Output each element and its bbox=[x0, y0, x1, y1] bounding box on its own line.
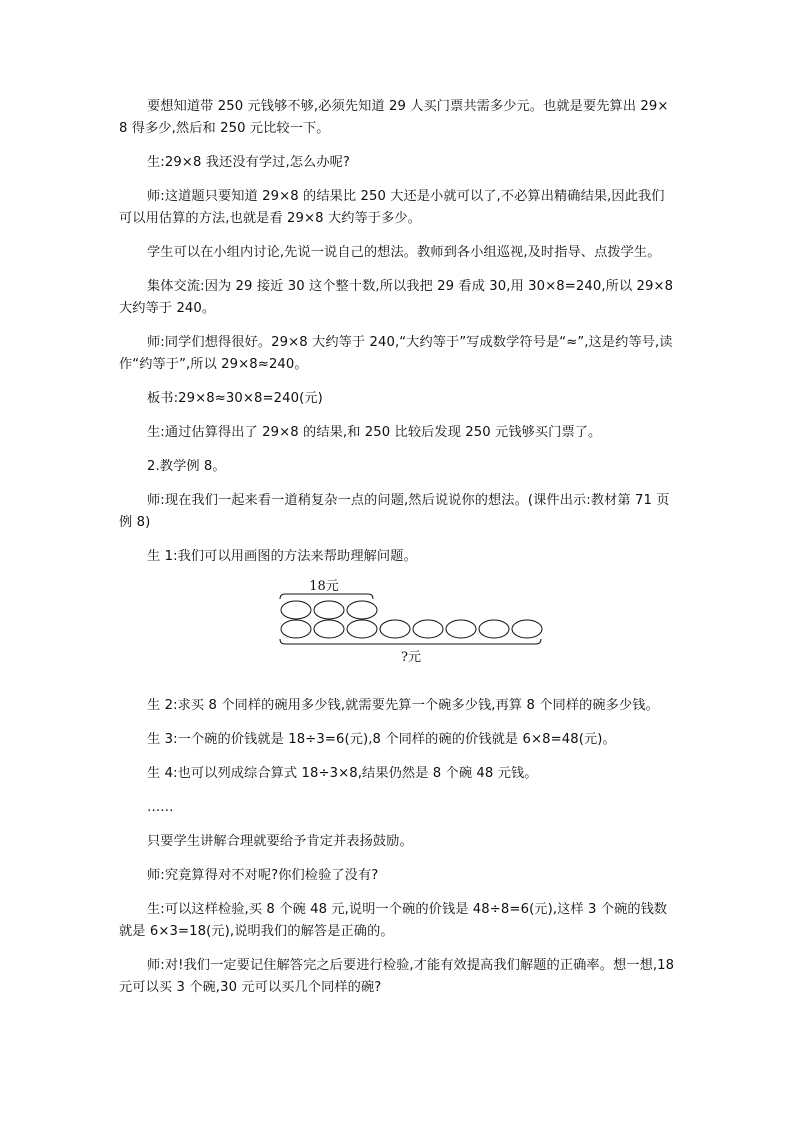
bottom-brace bbox=[280, 639, 541, 644]
bowl-diagram-svg bbox=[119, 577, 675, 681]
paragraph: 生:29×8 我还没有学过,怎么办呢? bbox=[147, 155, 351, 170]
paragraph: 学生可以在小组内讨论,先说一说自己的想法。教师到各小组巡视,及时指导、点拨学生。 bbox=[147, 245, 661, 260]
bowl-icon bbox=[314, 620, 344, 638]
paragraph: 生 4:也可以列成综合算式 18÷3×8,结果仍然是 8 个碗 48 元钱。 bbox=[147, 766, 538, 781]
bowl-icon bbox=[347, 620, 377, 638]
top-label: 18元 bbox=[309, 579, 339, 594]
paragraph: 生 3:一个碗的价钱就是 18÷3=6(元),8 个同样的碗的价钱就是 6×8=48(元)。 bbox=[147, 732, 616, 747]
paragraph: 生 2:求买 8 个同样的碗用多少钱,就需要先算一个碗多少钱,再算 8 个同样的碗多少钱。 bbox=[147, 698, 659, 713]
paragraph: 只要学生讲解合理就要给予肯定并表扬鼓励。 bbox=[147, 834, 413, 849]
document-body bbox=[119, 96, 675, 1011]
top-brace bbox=[280, 594, 373, 599]
bowl-icon bbox=[314, 601, 344, 619]
paragraph: 师:现在我们一起来看一道稍复杂一点的问题,然后说说你的想法。(课件出示:教材第 71 页例 8) bbox=[119, 493, 670, 530]
bottom-bowl-row bbox=[281, 620, 542, 638]
bottom-label: ?元 bbox=[401, 650, 421, 665]
bowl-icon bbox=[281, 601, 311, 619]
paragraph: …… bbox=[147, 800, 174, 815]
bowl-icon bbox=[413, 620, 443, 638]
bowl-icon bbox=[347, 601, 377, 619]
paragraph: 生:通过估算得出了 29×8 的结果,和 250 比较后发现 250 元钱够买门票了。 bbox=[147, 425, 602, 440]
paragraph: 师:究竟算得对不对呢?你们检验了没有? bbox=[147, 868, 379, 883]
bowl-icon bbox=[446, 620, 476, 638]
paragraph: 集体交流:因为 29 接近 30 这个整十数,所以我把 29 看成 30,用 30×8=240,所以 29×8 大约等于 240。 bbox=[119, 279, 674, 316]
paragraph: 生 1:我们可以用画图的方法来帮助理解问题。 bbox=[147, 549, 417, 564]
paragraph: 生:可以这样检验,买 8 个碗 48 元,说明一个碗的价钱是 48÷8=6(元),这样 3 个碗的钱数就是 6×3=18(元),说明我们的解答是正确的。 bbox=[119, 902, 668, 939]
bowl-icon bbox=[281, 620, 311, 638]
bowl-icon bbox=[512, 620, 542, 638]
bowl-icon bbox=[380, 620, 410, 638]
paragraph: 板书:29×8≈30×8=240(元) bbox=[147, 391, 323, 406]
top-bowl-row bbox=[281, 601, 377, 619]
paragraph: 师:同学们想得很好。29×8 大约等于 240,“大约等于”写成数学符号是“≈”,这是约等号,读作“约等于”,所以 29×8≈240。 bbox=[119, 335, 673, 372]
paragraph: 师:这道题只要知道 29×8 的结果比 250 大还是小就可以了,不必算出精确结果,因此我们可以用估算的方法,也就是看 29×8 大约等于多少。 bbox=[119, 189, 665, 226]
bowl-icon bbox=[479, 620, 509, 638]
paragraph: 要想知道带 250 元钱够不够,必须先知道 29 人买门票共需多少元。也就是要先算出 29×8 得多少,然后和 250 元比较一下。 bbox=[119, 99, 669, 136]
paragraph: 2.教学例 8。 bbox=[147, 459, 226, 474]
bowl-diagram bbox=[119, 577, 675, 681]
paragraph: 师:对!我们一定要记住解答完之后要进行检验,才能有效提高我们解题的正确率。想一想,18 元可以买 3 个碗,30 元可以买几个同样的碗? bbox=[119, 958, 675, 995]
